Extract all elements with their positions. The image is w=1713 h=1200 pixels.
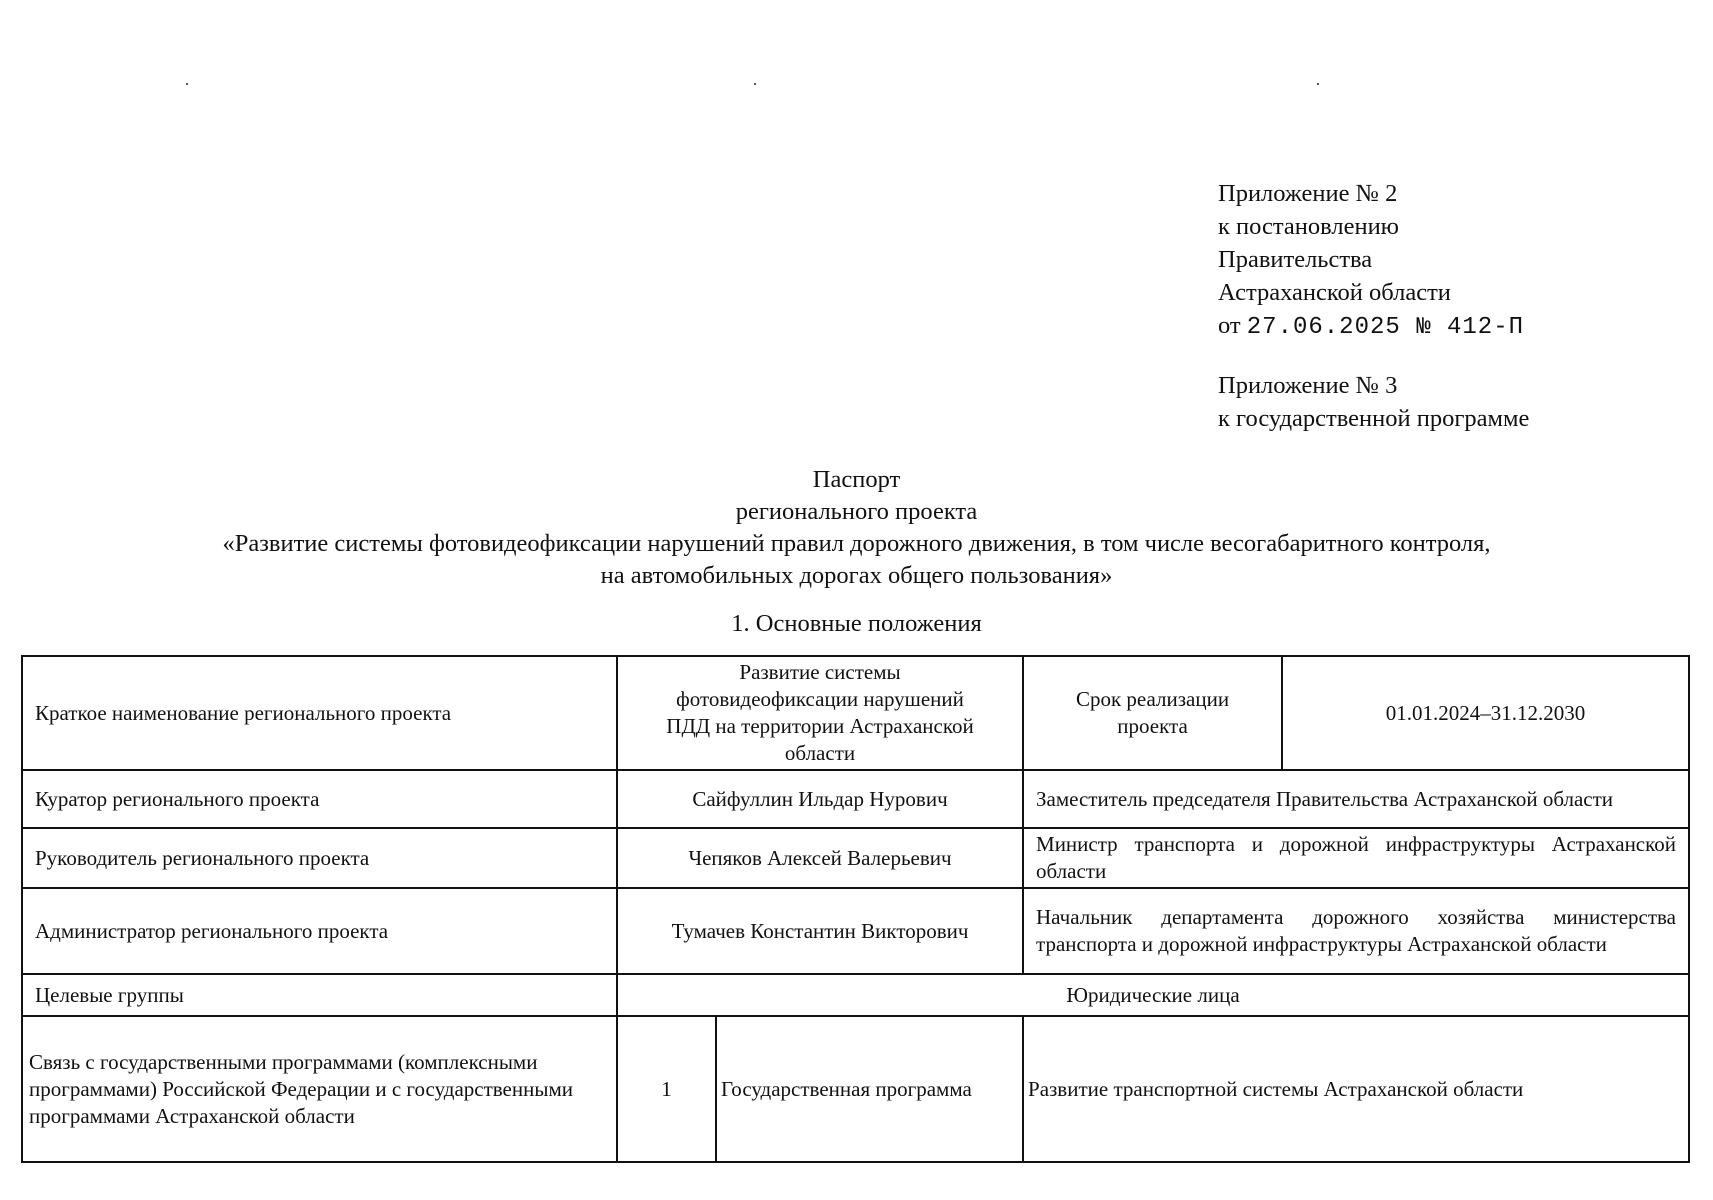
- term-value: 01.01.2024–31.12.2030: [1282, 656, 1689, 770]
- target-groups-value: Юридические лица: [617, 974, 1689, 1016]
- person-position: Начальник департамента дорожного хозяйства министерства транспорта и дорожной инфраструктуры Астраханской области: [1023, 888, 1689, 974]
- project-short-name: Развитие системы фотовидеофиксации нарушений ПДД на территории Астраханской области: [617, 656, 1023, 770]
- appendix-line: Правительства: [1218, 246, 1373, 273]
- title-line: «Развитие системы фотовидеофиксации нарушений правил дорожного движения, в том числе весогабаритного контроля,: [222, 530, 1491, 557]
- program-number: 1: [617, 1016, 716, 1162]
- table-row: [22, 656, 1689, 770]
- row-label: Связь с государственными программами (комплексными программами) Российской Федерации и с государственными программами Астраханской области: [22, 1016, 617, 1162]
- title-line: на автомобильных дорогах общего пользования»: [600, 562, 1113, 589]
- appendix-date-line: [1218, 309, 1524, 344]
- person-position: Министр транспорта и дорожной инфраструктуры Астраханской области: [1023, 828, 1689, 888]
- title-line: регионального проекта: [735, 498, 978, 525]
- appendix-line: к постановлению: [1218, 213, 1399, 240]
- appendix-line: к государственной программе: [1218, 405, 1530, 432]
- table-row: [22, 974, 1689, 1016]
- passport-table: [21, 655, 1690, 1163]
- appendix-block: [1218, 177, 1524, 344]
- row-label: Администратор регионального проекта: [22, 888, 617, 974]
- row-label: Краткое наименование регионального проекта: [22, 656, 617, 770]
- document-title: [0, 464, 1713, 592]
- title-line: Паспорт: [812, 466, 901, 493]
- scan-speck: [186, 83, 188, 85]
- appendix-line: Астраханской области: [1218, 279, 1451, 306]
- person-name: Тумачев Константин Викторович: [617, 888, 1023, 974]
- person-name: Сайфуллин Ильдар Нурович: [617, 770, 1023, 828]
- appendix-line: Приложение № 3: [1218, 372, 1398, 399]
- person-position: Заместитель председателя Правительства Астраханской области: [1023, 770, 1689, 828]
- scan-speck: [1317, 83, 1319, 85]
- table-row: [22, 1016, 1689, 1162]
- row-label: Куратор регионального проекта: [22, 770, 617, 828]
- program-type: Государственная программа: [716, 1016, 1023, 1162]
- table-row: [22, 828, 1689, 888]
- appendix-date-value: 27.06.2025 № 412-П: [1246, 314, 1525, 341]
- table-row: [22, 888, 1689, 974]
- term-label: Срок реализации проекта: [1023, 656, 1282, 770]
- row-label: Целевые группы: [22, 974, 617, 1016]
- person-name: Чепяков Алексей Валерьевич: [617, 828, 1023, 888]
- table-row: [22, 770, 1689, 828]
- appendix-block-2: [1218, 369, 1529, 435]
- row-label: Руководитель регионального проекта: [22, 828, 617, 888]
- program-name: Развитие транспортной системы Астраханской области: [1023, 1016, 1689, 1162]
- scan-speck: [754, 83, 756, 85]
- appendix-date-prefix: от: [1218, 312, 1241, 339]
- appendix-line: Приложение № 2: [1218, 180, 1398, 207]
- section-title: 1. Основные положения: [731, 610, 982, 637]
